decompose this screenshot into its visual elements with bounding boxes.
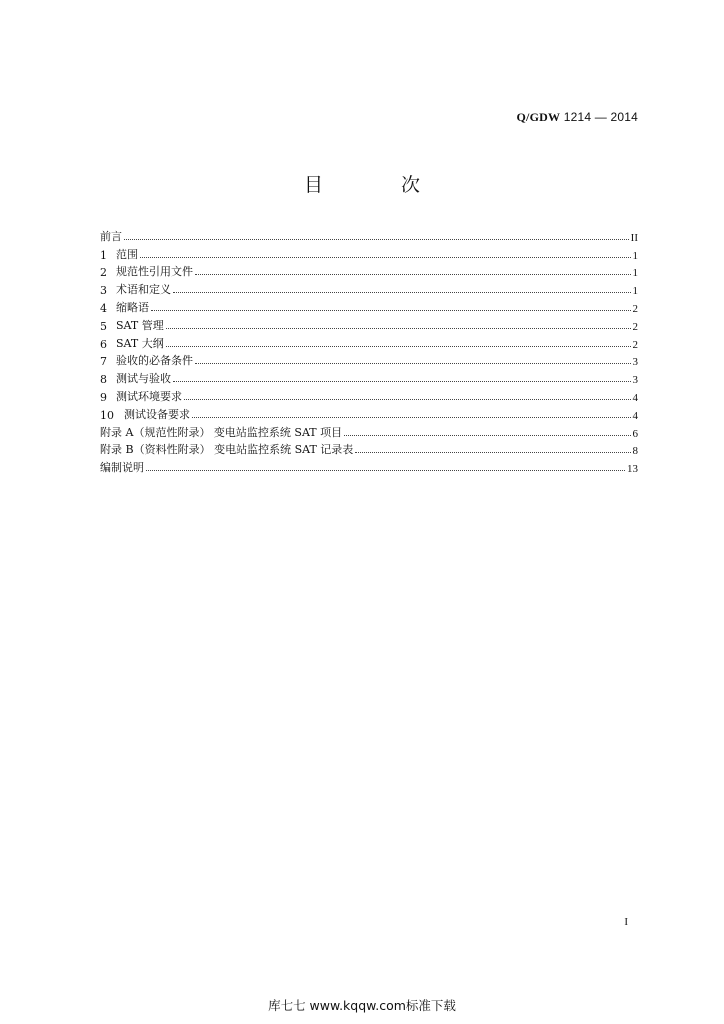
- toc-leader-dots: [195, 362, 631, 364]
- toc-leader-dots: [124, 238, 629, 240]
- toc-entry-page: 3: [632, 356, 638, 369]
- toc-entry[interactable]: [100, 368, 638, 386]
- toc-leader-dots: [151, 309, 631, 311]
- toc-entry-number: 1: [100, 248, 107, 262]
- toc-entry-page: 4: [632, 391, 638, 404]
- toc-entry[interactable]: [100, 351, 638, 369]
- toc-entry-page: 1: [632, 249, 638, 262]
- toc-leader-dots: [146, 469, 625, 471]
- toc-entry[interactable]: [100, 279, 638, 297]
- toc-entry[interactable]: [100, 440, 638, 458]
- toc-entry-page: 13: [627, 463, 638, 476]
- standard-code: 1214 — 2014: [563, 110, 638, 124]
- toc-entry-number: 7: [100, 355, 107, 369]
- toc-entry-number: 10: [100, 408, 114, 422]
- toc-entry-number: 5: [100, 319, 107, 333]
- toc-entry-page: 1: [632, 285, 638, 298]
- toc-entry-number: 9: [100, 390, 107, 404]
- toc-entry-title: SAT 管理: [116, 318, 164, 332]
- toc-entry-title: 附录 B（资料性附录） 变电站监控系统 SAT 记录表: [100, 443, 354, 457]
- toc-entry-page: II: [630, 231, 638, 244]
- toc-entry-title: 附录 A（规范性附录） 变电站监控系统 SAT 项目: [100, 425, 343, 439]
- toc-leader-dots: [344, 434, 630, 436]
- toc-entry[interactable]: [100, 404, 638, 422]
- toc-entry[interactable]: [100, 297, 638, 315]
- toc-entry[interactable]: [100, 386, 638, 404]
- toc-entry-number: 6: [100, 337, 107, 351]
- toc-entry-title: 验收的必备条件: [116, 354, 193, 368]
- toc-entry-number: 3: [100, 284, 107, 298]
- toc-entry[interactable]: [100, 226, 638, 244]
- toc-entry-title: 测试环境要求: [116, 389, 182, 403]
- toc-entry[interactable]: [100, 422, 638, 440]
- toc-entry[interactable]: [100, 315, 638, 333]
- toc-entry-title: 规范性引用文件: [116, 265, 193, 279]
- toc-entry-title: SAT 大纲: [116, 336, 164, 350]
- standard-number: [517, 110, 638, 125]
- toc-entry-title: 测试设备要求: [124, 407, 190, 421]
- toc-entry-page: 1: [632, 267, 638, 280]
- toc-entry-number: 2: [100, 266, 107, 280]
- toc-entry-page: 3: [632, 374, 638, 387]
- toc-leader-dots: [166, 327, 631, 329]
- toc-entry-title: 术语和定义: [116, 283, 171, 297]
- toc-leader-dots: [192, 416, 631, 418]
- toc-entry-title: 前言: [100, 229, 122, 243]
- table-of-contents: [100, 226, 638, 475]
- toc-leader-dots: [140, 256, 631, 258]
- toc-entry-title: 范围: [116, 247, 138, 261]
- toc-entry-page: 8: [632, 445, 638, 458]
- toc-entry-title: 编制说明: [100, 461, 144, 475]
- footer-watermark: 库七七 www.kqqw.com标准下载: [268, 998, 456, 1013]
- toc-leader-dots: [184, 398, 631, 400]
- toc-entry-number: 4: [100, 301, 107, 315]
- toc-entry-number: 8: [100, 373, 107, 387]
- toc-leader-dots: [355, 451, 630, 453]
- toc-entry-page: 4: [632, 409, 638, 422]
- toc-entry-page: 6: [632, 427, 638, 440]
- toc-entry[interactable]: [100, 457, 638, 475]
- page-number: I: [624, 916, 628, 928]
- toc-entry-title: 缩略语: [116, 300, 149, 314]
- page-title: 目 次: [303, 174, 457, 196]
- toc-entry-page: 2: [632, 320, 638, 333]
- toc-leader-dots: [173, 380, 631, 382]
- toc-entry[interactable]: [100, 244, 638, 262]
- toc-entry[interactable]: [100, 262, 638, 280]
- toc-leader-dots: [173, 291, 631, 293]
- toc-entry-title: 测试与验收: [116, 372, 171, 386]
- toc-entry-page: 2: [632, 302, 638, 315]
- toc-leader-dots: [195, 273, 631, 275]
- toc-entry[interactable]: [100, 333, 638, 351]
- toc-entry-page: 2: [632, 338, 638, 351]
- toc-leader-dots: [166, 345, 631, 347]
- standard-prefix: Q/GDW: [516, 110, 561, 124]
